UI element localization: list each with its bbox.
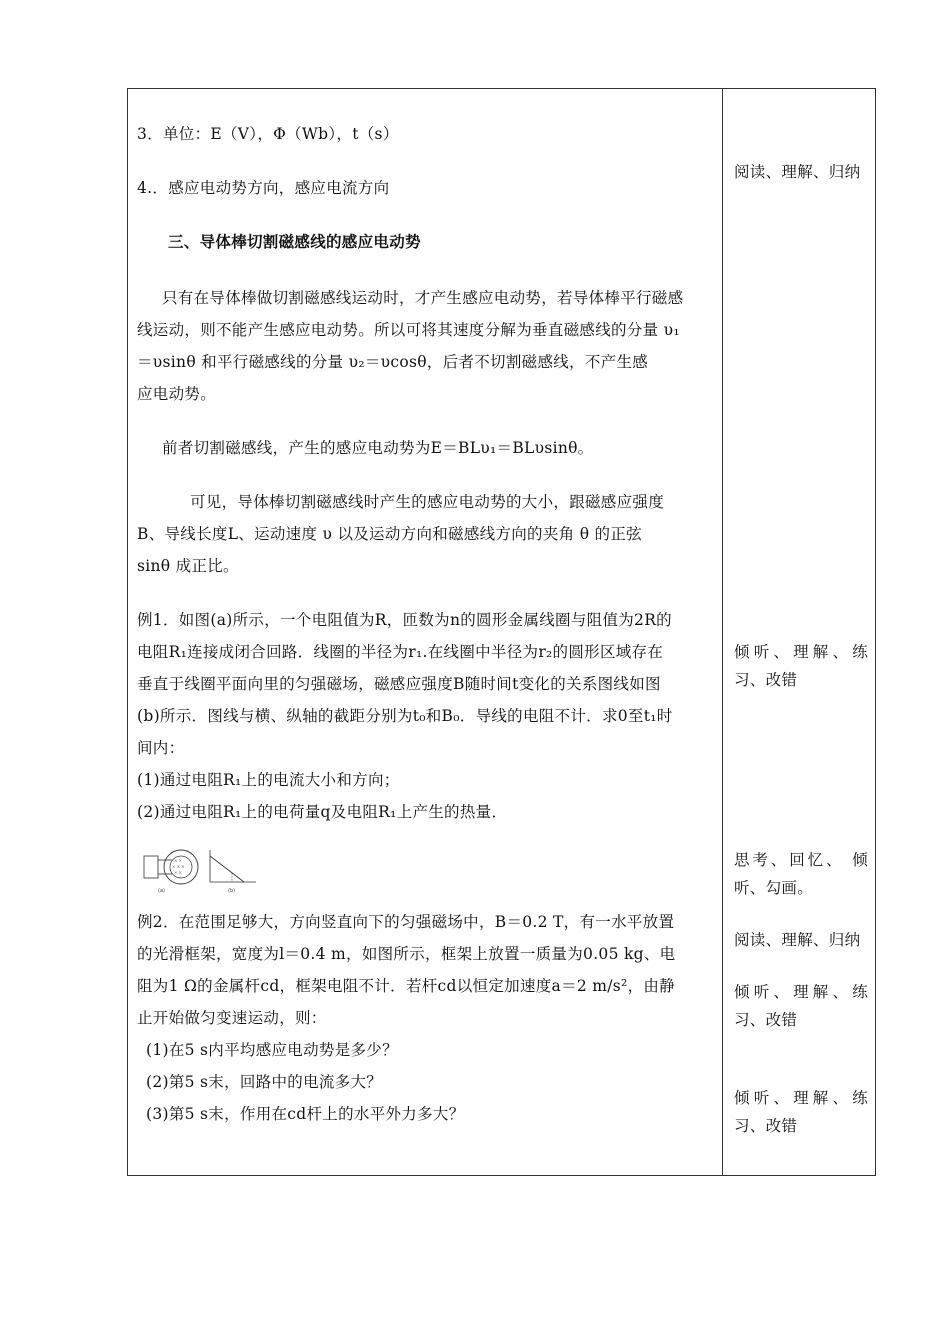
section-heading: 三、导体棒切割磁感线的感应电动势	[168, 232, 421, 251]
example2-question3: (3)第5 s末，作用在cd杆上的水平外力多大？	[146, 1105, 465, 1123]
svg-text:× ×: × ×	[174, 870, 182, 875]
para1-line3: ＝υsinθ 和平行磁感线的分量 υ₂＝υcosθ，后者不切割磁感线，不产生感	[137, 353, 649, 371]
example1-question2: (2)通过电阻R₁上的电荷量q及电阻R₁上产生的热量．	[137, 803, 508, 821]
svg-text:× × ×: × × ×	[172, 864, 185, 869]
svg-text:× ×: × ×	[174, 858, 182, 863]
example1-figure	[138, 846, 260, 894]
circuit-and-graph-diagram	[138, 846, 260, 894]
para2: 前者切割磁感线，产生的感应电动势为E＝BLυ₁＝BLυsinθ。	[162, 439, 594, 457]
example2-line3: 阻为1 Ω的金属杆cd，框架电阻不计．若杆cd以恒定加速度a＝2 m/s²，由静	[137, 977, 675, 995]
figure-label-a: (a)	[158, 888, 165, 894]
figure-label-b: (b)	[228, 888, 236, 894]
side-activity-4: 阅读、理解、归纳	[734, 931, 861, 949]
example2-question1: (1)在5 s内平均感应电动势是多少？	[146, 1041, 398, 1059]
example2-question2: (2)第5 s末，回路中的电流多大？	[146, 1073, 383, 1091]
example1-line2: 电阻R₁连接成闭合回路．线圈的半径为r₁.在线圈中半径为r₂的圆形区域存在	[137, 643, 664, 661]
example2-line1: 例2．在范围足够大，方向竖直向下的匀强磁场中，B＝0.2 T，有一水平放置	[137, 913, 675, 931]
line-unit: 3．单位：E（V），Φ（Wb），t（s）	[137, 125, 399, 143]
example1-line5: 间内：	[137, 739, 185, 757]
example2-line2: 的光滑框架，宽度为l＝0.4 m，如图所示，框架上放置一质量为0.05 kg、电	[137, 945, 676, 963]
para1-line4: 应电动势。	[137, 385, 217, 403]
para1-line1: 只有在导体棒做切割磁感线运动时，才产生感应电动势，若导体棒平行磁感	[162, 289, 684, 307]
example1-line1: 例1．如图(a)所示，一个电阻值为R，匝数为n的圆形金属线圈与阻值为2R的	[137, 611, 672, 629]
example1-line4: (b)所示．图线与横、纵轴的截距分别为t₀和B₀．导线的电阻不计．求0至t₁时	[137, 707, 673, 725]
para1-line2: 线运动，则不能产生感应电动势。所以可将其速度分解为垂直磁感线的分量 υ₁	[137, 321, 680, 339]
side-activity-1: 阅读、理解、归纳	[734, 163, 861, 181]
example2-line4: 止开始做匀变速运动，则：	[137, 1009, 327, 1027]
example1-line3: 垂直于线圈平面向里的匀强磁场，磁感应强度B随时间t变化的关系图线如图	[137, 675, 661, 693]
para3-line2: B、导线长度L、运动速度 υ 以及运动方向和磁感线方向的夹角 θ 的正弦	[137, 525, 642, 543]
side-activity-5: 倾听、理解、练 习、改错	[734, 983, 868, 1029]
side-activity-6: 倾听、理解、练 习、改错	[734, 1089, 868, 1135]
line-direction: 4.．感应电动势方向，感应电流方向	[137, 179, 390, 197]
para3-line3: sinθ 成正比。	[137, 557, 239, 575]
side-activity-3: 思考、回忆、 倾 听、勾画。	[734, 851, 868, 897]
example1-question1: (1)通过电阻R₁上的电流大小和方向；	[137, 771, 400, 789]
column-divider	[722, 88, 723, 1176]
side-activity-2: 倾听、理解、练 习、改错	[734, 643, 868, 689]
para3-line1: 可见，导体棒切割磁感线时产生的感应电动势的大小，跟磁感应强度	[190, 493, 665, 511]
